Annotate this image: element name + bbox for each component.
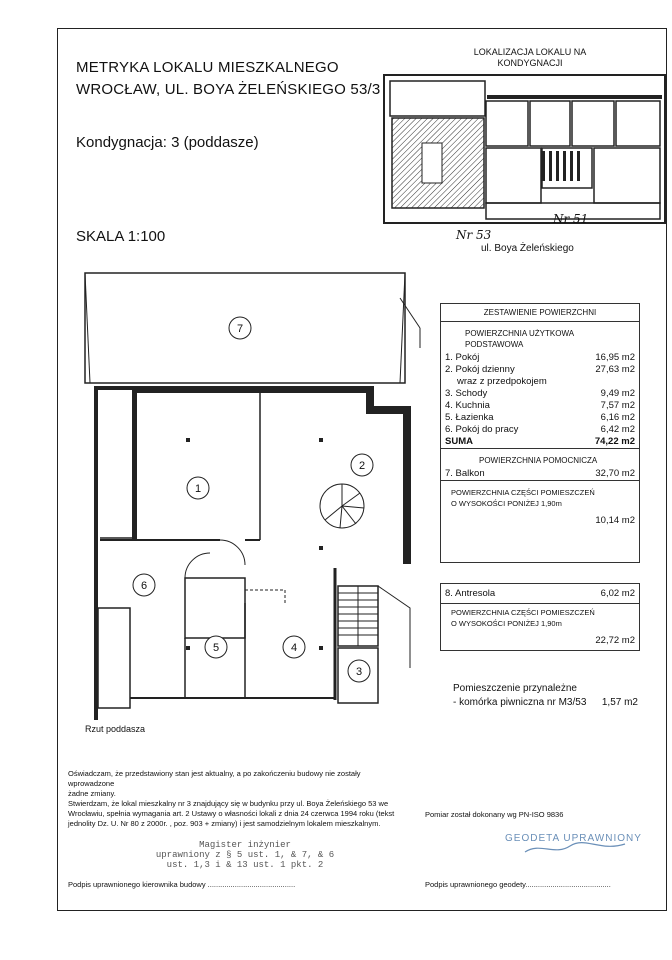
room-number-1: 1 xyxy=(194,483,202,495)
building-number-51: Nr 51 xyxy=(553,212,589,226)
room-number-6: 6 xyxy=(140,580,148,592)
geodeta-signature xyxy=(520,838,630,858)
mezzanine-low-value-row: 22,72 m2 xyxy=(595,635,635,646)
measurement-note: Pomiar został dokonany wg PN-ISO 9836 xyxy=(425,810,564,819)
mezzanine-row: 8. Antresola 6,02 m2 xyxy=(441,584,639,604)
title-line-1: METRYKA LOKALU MIESZKALNEGO xyxy=(76,59,339,76)
usable-area-title-line-1: POWIERZCHNIA UŻYTKOWA xyxy=(465,329,575,338)
location-plan xyxy=(382,73,667,225)
usable-area-title-line-2: PODSTAWOWA xyxy=(465,340,524,349)
balcony-row: 7. Balkon 32,70 m2 xyxy=(445,468,635,479)
low-height-title: POWIERZCHNIA CZĘŚCI POMIESZCZEŃ O WYSOKOŚCI PONIŻEJ 1,90m xyxy=(451,488,595,508)
floor-plan-caption: Rzut poddasza xyxy=(85,724,146,734)
area-table-header: ZESTAWIENIE POWIERZCHNI xyxy=(441,304,639,322)
location-title-line-1: LOKALIZACJA LOKALU NA xyxy=(473,47,587,57)
room-number-4: 4 xyxy=(290,642,298,654)
sum-row: SUMA 74,22 m2 xyxy=(445,436,635,447)
table-row: 5. Łazienka 6,16 m2 xyxy=(445,412,635,423)
table-row: 4. Kuchnia 7,57 m2 xyxy=(445,400,635,411)
table-row: 1. Pokój 16,95 m2 xyxy=(445,352,635,363)
location-title xyxy=(440,47,620,69)
appurtenant-row: - komórka piwniczna nr M3/53 1,57 m2 xyxy=(453,697,638,708)
surveyor-signature: Podpis uprawnionego geodety......................................... xyxy=(425,880,611,889)
table-row: 6. Pokój do pracy 6,42 m2 xyxy=(445,424,635,435)
title-line-2: WROCŁAW, UL. BOYA ŻELEŃSKIEGO 53/3 xyxy=(76,81,381,98)
mezzanine-low-title: POWIERZCHNIA CZĘŚCI POMIESZCZEŃ O WYSOKOŚCI PONIŻEJ 1,90m xyxy=(451,608,595,628)
aux-area-title: POWIERZCHNIA POMOCNICZA xyxy=(479,456,598,465)
room-number-3: 3 xyxy=(355,666,363,678)
area-table xyxy=(440,303,640,563)
engineer-stamp: Magister inżynier uprawniony z § 5 ust. 1, & 7, & 6 ust. 1,3 i & 13 ust. 1 pkt. 2 xyxy=(155,840,335,870)
street-label: ul. Boya Żeleńskiego xyxy=(481,243,574,254)
room-number-5: 5 xyxy=(212,642,220,654)
table-row: wraz z przedpokojem xyxy=(457,376,547,387)
table-row: 2. Pokój dzienny 27,63 m2 xyxy=(445,364,635,375)
usable-area-title xyxy=(441,322,639,352)
low-height-value-row: 10,14 m2 xyxy=(595,515,635,526)
building-number-53: Nr 53 xyxy=(456,228,492,242)
mezzanine-table xyxy=(440,583,640,651)
room-number-2: 2 xyxy=(358,460,366,472)
geodeta-stamp: GEODETA UPRAWNIONY xyxy=(505,833,642,844)
appurtenant-title: Pomieszczenie przynależne xyxy=(453,683,577,694)
floor-label: Kondygnacja: 3 (poddasze) xyxy=(76,134,259,151)
document-title xyxy=(76,57,380,101)
room-number-7: 7 xyxy=(236,323,244,335)
site-manager-signature: Podpis uprawnionego kierownika budowy .......................................... xyxy=(68,880,296,889)
table-row: 3. Schody 9,49 m2 xyxy=(445,388,635,399)
floor-plan xyxy=(70,268,430,720)
appurtenant-section xyxy=(453,682,638,710)
scale-label: SKALA 1:100 xyxy=(76,228,166,245)
declaration: Oświadczam, że przedstawiony stan jest aktualny, a po zakończeniu budowy nie zostały wprowadzone żadne zmiany. Stwierdzam, że lokal mieszkalny nr 3 znajdujący się w budynku przy ul. Boya Żeleńskiego 53 we Wrocławiu, spełnia wymagania art. 2 Ustawy o własności lokali z dnia 24 czerwca 1994 roku (tekst jednolity Dz. U. Nr 80 z 2000r. , poz. 903 + zmiany) i jest samodzielnym lokalem mieszkalnym. xyxy=(68,769,395,828)
location-title-line-2: KONDYGNACJI xyxy=(497,58,563,68)
